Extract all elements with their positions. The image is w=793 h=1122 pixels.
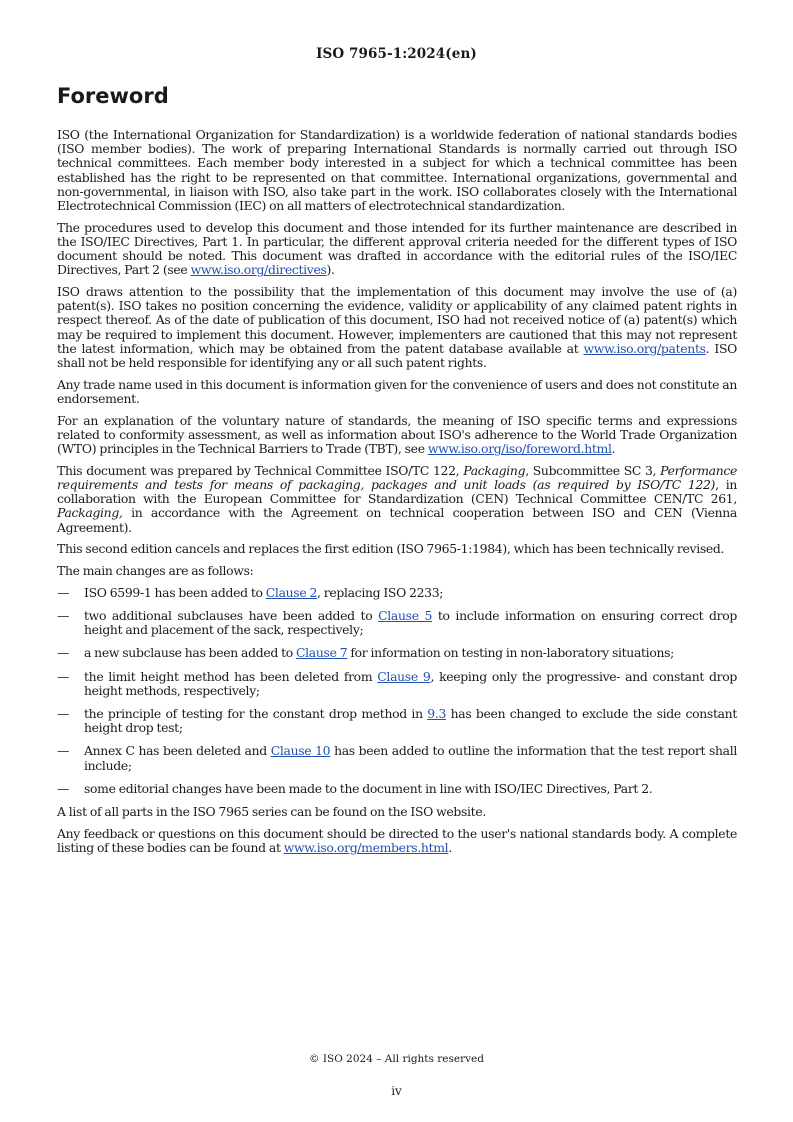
- list-item-text: the principle of testing for the constant drop method in: [84, 705, 428, 721]
- page-title: Foreword: [57, 84, 169, 108]
- dash-bullet: —: [57, 607, 70, 623]
- paragraph-text: . ISO shall not be held responsible for identifying any or all such patent rights.: [57, 340, 737, 371]
- paragraph-intro: ISO (the International Organization for Standardization) is a worldwide federation of national standards bodies (ISO member bodies). The work of preparing International Standards is normally carried out through ISO technical committees. Each member body interested in a subject for which a technical committee has been established has the right to be represented on that committee. International organizations, governmental and non-governmental, in liaison with ISO, also take part in the work. ISO collaborates closely with the International Electrotechnical Commission (IEC) on all matters of electrotechnical standardization.: [57, 127, 737, 214]
- list-item-text: Annex C has been deleted and: [84, 743, 271, 759]
- list-item-text: to include information on ensuring correct drop height and placement of the sack, respectively;: [84, 607, 738, 638]
- foreword-body: [57, 128, 737, 863]
- paragraph-text: , Subcommittee SC 3,: [525, 462, 661, 478]
- dash-bullet: —: [57, 780, 70, 796]
- clause-7-link[interactable]: Clause 7: [296, 645, 348, 661]
- page-number: iv: [391, 1084, 402, 1098]
- paragraph-text: ).: [326, 262, 335, 278]
- paragraph-patents: [57, 285, 737, 370]
- list-item: [57, 744, 737, 772]
- list-item: [57, 586, 737, 600]
- changes-list: [57, 586, 737, 796]
- paragraph-procedures: [57, 221, 737, 278]
- dash-bullet: —: [57, 645, 70, 661]
- members-link[interactable]: www.iso.org/members.html: [283, 839, 449, 855]
- paragraph-text: ISO draws attention to the possibility that the implementation of this document may involve the use of (a) patent(s). ISO takes no position concerning the evidence, validity or applicability of any claimed patent rights in respect thereof. As of the date of publication of this document, ISO had not received notice of (a) patent(s) which may be required to implement this document. However, implementers are cautioned that this may not represent the latest information, which may be obtained from the patent database available at: [57, 284, 737, 356]
- list-item-text: for information on testing in non-laboratory situations;: [347, 645, 675, 661]
- list-item: [57, 609, 737, 637]
- paragraph-committee: [57, 464, 737, 535]
- paragraph-text: This document was prepared by Technical Committee ISO/TC 122,: [57, 462, 464, 478]
- list-item-text: ISO 6599-1 has been added to: [84, 584, 266, 600]
- copyright-notice: © ISO 2024 – All rights reserved: [309, 1053, 484, 1065]
- dash-bullet: —: [57, 743, 70, 759]
- paragraph-feedback: [57, 827, 737, 855]
- dash-bullet: —: [57, 584, 70, 600]
- committee-title: Packaging: [463, 462, 526, 478]
- list-item-text: has been changed to exclude the side constant height drop test;: [84, 705, 737, 736]
- document-id: ISO 7965-1:2024(en): [316, 46, 477, 62]
- list-item-text: a new subclause has been added to: [84, 645, 296, 661]
- list-item-text: the limit height method has been deleted from: [84, 668, 378, 684]
- foreword-link[interactable]: www.iso.org/iso/foreword.html: [427, 441, 612, 457]
- clause-5-link[interactable]: Clause 5: [378, 607, 433, 623]
- clause-10-link[interactable]: Clause 10: [270, 743, 331, 759]
- paragraph-text: Any feedback or questions on this document should be directed to the user's national standards body. A complete listing of these bodies can be found at: [57, 825, 737, 855]
- paragraph-series: A list of all parts in the ISO 7965 series can be found on the ISO website.: [57, 803, 486, 819]
- paragraph-text: For an explanation of the voluntary nature of standards, the meaning of ISO specific terms and expressions related to conformity assessment, as well as information about ISO's adherence to the World Trade Organization (WTO) principles in the Technical Barriers to Trade (TBT), see: [57, 412, 737, 457]
- dash-bullet: —: [57, 705, 70, 721]
- list-item-text: , keeping only the progressive- and constant drop height methods, respectively;: [84, 668, 738, 698]
- list-item-text: , replacing ISO 2233;: [317, 584, 444, 600]
- paragraph-trade-name: Any trade name used in this document is information given for the convenience of users and does not constitute an endorsement.: [57, 376, 737, 406]
- list-item: [57, 782, 737, 796]
- paragraph-text: The procedures used to develop this document and those intended for its further maintenance are described in the ISO/IEC Directives, Part 1. In particular, the different approval criteria needed for the different types of ISO document should be noted. This document was drafted in accordance with the editorial rules of the ISO/IEC Directives, Part 2 (see: [57, 219, 737, 278]
- clause-9-link[interactable]: Clause 9: [377, 668, 431, 684]
- cen-committee-title: Packaging,: [57, 505, 123, 521]
- list-item-text: two additional subclauses have been added to: [84, 607, 379, 623]
- paragraph-text: in accordance with the Agreement on technical cooperation between ISO and CEN (Vienna Agreement).: [57, 505, 737, 535]
- list-item-text: has been added to outline the information that the test report shall include;: [84, 743, 738, 773]
- directives-link[interactable]: www.iso.org/directives: [190, 262, 327, 278]
- dash-bullet: —: [57, 668, 70, 684]
- list-item: [57, 707, 737, 735]
- clause-2-link[interactable]: Clause 2: [265, 584, 318, 600]
- subclause-9-3-link[interactable]: 9.3: [427, 705, 447, 721]
- paragraph-text: .: [611, 441, 616, 457]
- subcommittee-title: Performance requirements and tests for means of packaging, packages and unit loads (as required by ISO/TC 122): [57, 462, 737, 492]
- patents-link[interactable]: www.iso.org/patents: [583, 340, 706, 356]
- paragraph-text: , in collaboration with the European Committee for Standardization (CEN) Technical Committee CEN/TC 261,: [57, 476, 737, 507]
- paragraph-changes-intro: The main changes are as follows:: [57, 562, 254, 578]
- paragraph-voluntary: [57, 414, 737, 457]
- paragraph-text: .: [448, 839, 452, 855]
- list-item-text: some editorial changes have been made to the document in line with ISO/IEC Directives, Part 2.: [84, 780, 653, 796]
- list-item: [57, 670, 737, 698]
- paragraph-edition: This second edition cancels and replaces the first edition (ISO 7965-1:1984), which has been technically revised.: [57, 541, 725, 557]
- list-item: [57, 646, 737, 660]
